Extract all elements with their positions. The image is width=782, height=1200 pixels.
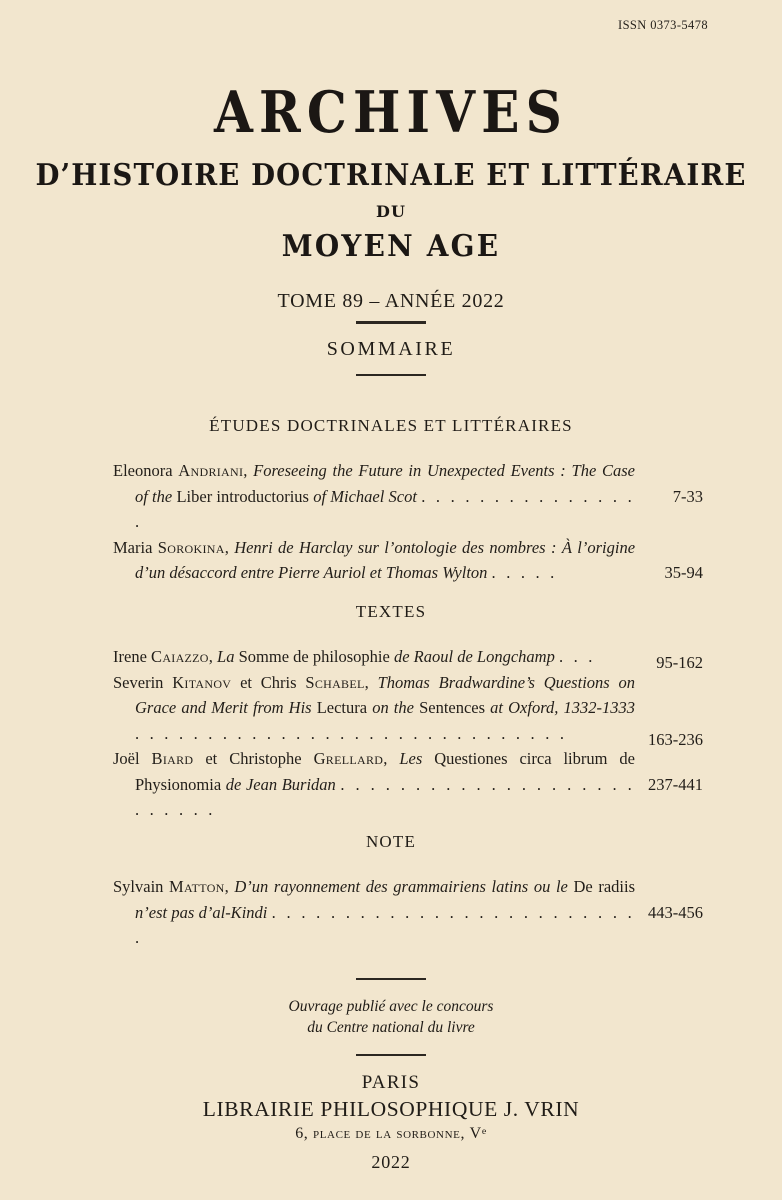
address-street: place de la sorbonne, xyxy=(313,1125,470,1142)
toc-entry-text xyxy=(113,644,635,670)
author-separator: , xyxy=(243,461,254,480)
toc-entry-text xyxy=(113,458,635,535)
author-firstname: Irene xyxy=(113,647,152,666)
author-separator: , xyxy=(208,647,218,666)
toc-entry-text xyxy=(113,746,635,823)
section-heading-note-text: NOTE xyxy=(365,832,417,851)
author-surname: Andriani xyxy=(178,461,244,480)
toc-entry[interactable] xyxy=(113,874,703,951)
title-part-roman: Somme de philosophie xyxy=(238,647,394,666)
title-part-italic: D’un rayonnement des grammairiens latins ou le xyxy=(234,877,568,896)
page-range: 443-456 xyxy=(648,902,703,922)
toc-entry[interactable] xyxy=(113,458,703,535)
section-heading-textes xyxy=(0,602,782,622)
title-part-roman: Sentences xyxy=(419,698,491,717)
title-part-italic: Henri de Harclay sur l’ontologie des nombres : À xyxy=(234,537,572,557)
author-surname: Caiazzo xyxy=(151,647,209,666)
author-surname: Sorokina xyxy=(157,537,225,557)
divider-rule-top xyxy=(356,321,426,324)
imprint-address xyxy=(0,1125,782,1143)
toc-entry-text xyxy=(113,874,635,951)
author-separator: , xyxy=(364,672,378,692)
title-part-italic: La xyxy=(217,647,239,666)
toc-group-note xyxy=(113,874,703,951)
footer xyxy=(0,978,782,1173)
author-firstname: Joël xyxy=(113,749,152,768)
author-surname: Biard xyxy=(151,749,194,768)
title-part-italic: at Oxford, xyxy=(490,698,559,717)
section-heading-textes-text: TEXTES xyxy=(355,602,427,621)
title-part-italic: on the xyxy=(372,698,420,717)
author-firstname: Maria xyxy=(113,537,158,557)
dot-leader: . . . . . . . . . . . . . . . . . . . . . . . . . . xyxy=(135,774,635,819)
author-firstname: Eleonora xyxy=(113,461,179,480)
toc-entry-text xyxy=(113,670,635,747)
title-part-italic: Thomas Bradwardine’s Questions xyxy=(377,672,610,692)
page-range: 35-94 xyxy=(664,563,703,582)
dot-leader: . . . xyxy=(558,647,596,666)
dot-leader: . . . . . . . . . . . . . . . . xyxy=(135,486,635,531)
title-part-roman: Questiones circa librum de xyxy=(434,749,635,768)
title-part-italic: 1332-1333 xyxy=(563,698,636,717)
title-part-italic: de Raoul de Longchamp xyxy=(393,647,559,666)
toc-entry[interactable] xyxy=(113,535,703,586)
author-firstname: Sylvain xyxy=(113,877,170,896)
title-part-roman: Liber introductorius xyxy=(176,486,314,506)
imprint xyxy=(0,1072,782,1173)
imprint-publisher: LIBRAIRIE PHILOSOPHIQUE J. VRIN xyxy=(202,1097,580,1121)
journal-title: ARCHIVES xyxy=(213,79,569,146)
address-arrondissement: V xyxy=(469,1125,482,1142)
title-part-italic: on Grace and Merit from His xyxy=(135,672,636,717)
author-surname: Kitanov xyxy=(172,672,232,692)
toc-entry-text xyxy=(113,535,635,586)
author-surname-second: Schabel xyxy=(305,672,365,692)
contents-heading: SOMMAIRE xyxy=(326,338,456,360)
footer-divider-rule-top xyxy=(356,978,426,980)
author-separator: , xyxy=(224,877,235,896)
address-number: 6, xyxy=(295,1125,313,1142)
footer-divider-rule-bottom xyxy=(356,1054,426,1056)
title-part-italic: l’origine d’un désaccord entre Pierre Auriol et Thomas Wylton xyxy=(135,537,636,582)
section-heading-note xyxy=(0,832,782,852)
title-part-roman: Physionomia xyxy=(135,774,226,794)
toc-entry[interactable] xyxy=(113,746,703,823)
masthead xyxy=(0,79,782,313)
author-connector: et Chris xyxy=(231,672,306,692)
divider-rule-bottom xyxy=(356,374,426,376)
title-part-roman: Lectura xyxy=(316,698,373,717)
title-part-italic: n’est pas d’al-Kindi xyxy=(135,902,272,922)
toc-group-textes xyxy=(113,644,703,823)
volume-year: TOME 89 – ANNÉE 2022 xyxy=(277,290,505,313)
dot-leader: . . . . . . . . . . . . . . . . . . . . . . . . . . . . . . xyxy=(135,723,568,743)
toc-entry[interactable] xyxy=(113,670,703,747)
title-part-roman: De radiis xyxy=(573,877,636,896)
author-separator: , xyxy=(383,749,400,768)
grant-acknowledgement xyxy=(0,996,782,1038)
journal-subtitle: D’HISTOIRE DOCTRINALE ET LITTÉRAIRE xyxy=(35,158,747,194)
imprint-city: PARIS xyxy=(361,1072,421,1093)
address-arrondissement-suffix: e xyxy=(481,1125,487,1137)
grant-line-1: Ouvrage publié avec le concours xyxy=(288,998,494,1015)
page-range: 163-236 xyxy=(648,729,703,749)
author-firstname: Severin xyxy=(113,672,173,692)
toc-group-etudes xyxy=(113,458,703,586)
issn-text: ISSN 0373-5478 xyxy=(618,18,708,32)
page-range: 7-33 xyxy=(672,486,703,506)
grant-line-2: du Centre national du livre xyxy=(307,1019,475,1036)
section-heading-etudes-text: ÉTUDES DOCTRINALES ET LITTÉRAIRES xyxy=(209,416,573,435)
section-heading-etudes xyxy=(0,416,782,436)
title-part-italic: Case of the xyxy=(135,461,635,506)
dot-leader: . . . . . xyxy=(491,563,558,582)
author-surname-second: Grellard xyxy=(313,749,384,768)
title-part-italic: of Michael Scot xyxy=(313,486,422,506)
imprint-year: 2022 xyxy=(371,1152,411,1172)
title-part-italic: de Jean Buridan xyxy=(225,774,341,794)
title-part-italic: Les xyxy=(399,749,435,768)
contents-header-block xyxy=(0,321,782,376)
page-range: 237-441 xyxy=(648,774,703,794)
dot-leader: . . . . . . . . . . . . . . . . . . . . . . . . . . xyxy=(135,902,635,947)
author-connector: et Christophe xyxy=(193,749,314,768)
title-part-italic: Foreseeing the Future in Unexpected Events : The xyxy=(253,461,597,480)
journal-subject: MOYEN AGE xyxy=(281,229,501,265)
page-range: 95-162 xyxy=(656,653,703,672)
author-separator: , xyxy=(224,537,235,557)
author-surname: Matton xyxy=(169,877,225,896)
journal-subtitle-connector: DU xyxy=(375,202,407,222)
toc-entry[interactable] xyxy=(113,644,703,670)
